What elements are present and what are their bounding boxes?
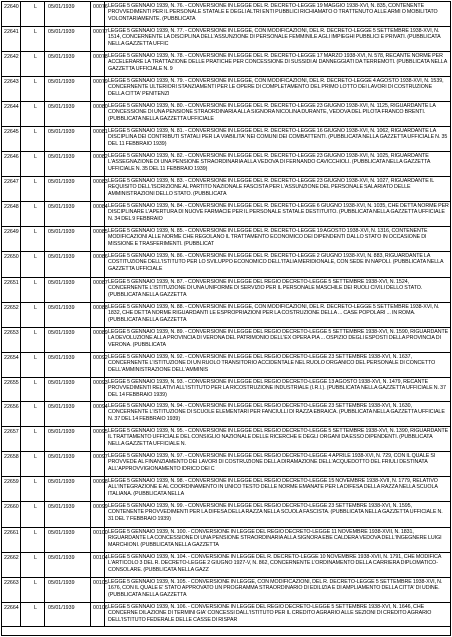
record-id: 22647 — [4, 179, 19, 185]
record-date: 05/01/1939 — [44, 102, 90, 126]
record-id: 22662 — [4, 555, 19, 561]
record-type: L — [20, 102, 44, 126]
record-type: L — [20, 52, 44, 76]
legislation-table — [1, 1, 451, 636]
record-description: LEGGE 5 GENNAIO 1939, N. 86. - CONVERSIONE IN LEGGE DEL R. DECRETO-LEGGE 2 GIUGNO 1938-XVI, N. 883, RIGUARDANTE LA COSTITUZIONE DELL'ISTITUTO PER LO SVILUPPO ECONOMICO DELL'ITALIA MERIDIONALE, CON SEDE IN NAPOLI. (PUBBLICATA NELLA GAZZETTA UFFICIALE — [104, 252, 450, 277]
record-id: 22648 — [4, 204, 19, 210]
record-type: L — [20, 328, 44, 352]
record-number: 00092 — [90, 353, 104, 377]
table-row — [2, 152, 450, 177]
record-number: 00087 — [90, 278, 104, 302]
record-id: 22645 — [4, 129, 19, 135]
record-number: 00082 — [90, 152, 104, 176]
record-type: L — [20, 502, 44, 527]
record-id: 22649 — [4, 229, 19, 235]
record-description: LEGGE 5 GENNAIO 1939, N. 104. - CONVERSIONE IN LEGGE DEL R. DECRETO-LEGGE 10 NOVEMBRE 1938-XVII, N. 1791, CHE MODIFICA L'ARTICOLO 3 DEL R. DECRETO-LEGGE 2 GIUGNO 1927-V, N. 862, CONCERNENTE L'ORDINAMENTO DELLA CARRIERA DIPLOMATICO-CONSOLARE. (PUBBLICATA NELLA GAZZ — [104, 553, 450, 577]
record-date: 05/01/1939 — [44, 202, 90, 226]
record-description: LEGGE 5 GENNAIO 1939, N. 89. - CONVERSIONE IN LEGGE DEL REGIO DECRETO-LEGGE 5 SETTEMBRE 1938-XVI, N. 1590, RIGUARDANTE LA DEVOLUZIONE ALLA PROVINCIA DI VERONA DEL PATRIMONIO DELL'EX OPERA PIA ... OSPIZIO DEGLI ESPOSTI DELLA PROVINCIA DI VERONA. (PUBBLICATA — [104, 328, 450, 352]
table-row — [2, 77, 450, 102]
record-id: 22644 — [4, 104, 19, 110]
record-number: 00084 — [90, 202, 104, 226]
record-description: LEGGE 5 GENNAIO 1939, N. 78. - CONVERSIONE IN LEGGE DEL R. DECRETO-LEGGE 17 MARZO 1938-XVI, N. 578, RECANTE NORME PER ACCELERARE LA TRATTAZIONE DELLE PRATICHE PER CONCESSIONE DI SUSSIDI AI DANNEGGIATI DA TERREMOTI. (PUBBLICATA NELLA GAZZETTA UFFICIALE N. 9 — [104, 52, 450, 76]
record-id: 22661 — [4, 530, 19, 536]
table-row — [2, 502, 450, 528]
record-type: L — [20, 27, 44, 51]
record-date: 05/01/1939 — [44, 252, 90, 277]
record-type: L — [20, 378, 44, 401]
record-number: 00078 — [90, 52, 104, 76]
table-row — [2, 477, 450, 502]
record-number: 00098 — [90, 477, 104, 501]
record-date: 05/01/1939 — [44, 502, 90, 527]
record-number: 00099 — [90, 502, 104, 527]
record-date: 05/01/1939 — [44, 27, 90, 51]
record-type: L — [20, 202, 44, 226]
record-date: 05/01/1939 — [44, 303, 90, 327]
record-description: LEGGE 5 GENNAIO 1939, N. 77. - CONVERSIONE IN LEGGE, CON MODIFICAZIONI, DEL R. DECRETO-LEGGE 5 SETTEMBRE 1938-XVI, N. 1514, CONCERNENTE LA DISCIPLINA DELL'ASSUNZIONE DI PERSONALE FEMMINILE AGLI IMPIEGHI PUBBLICI E PRIVATI. (PUBBLICATA NELLA GAZZETTA UFFIC — [104, 27, 450, 51]
record-number: 00093 — [90, 378, 104, 401]
record-type: L — [20, 553, 44, 577]
record-id: 22643 — [4, 79, 19, 85]
record-description: LEGGE 5 GENNAIO 1939, N. 83. - CONVERSIONE IN LEGGE DEL R. DECRETO-LEGGE 23 GIUGNO 1938-XVI, N. 1027, RIGUARDANTE IL REQUISITO DELL'ISCRIZIONE AL PARTITO NAZIONALE FASCISTA PER L'ASSUNZIONE DEL PERSONALE SALARIATO DELLE AMMINISTRAZIONI DELLO STATO. (PUBBLICATA — [104, 177, 450, 201]
record-number: 00094 — [90, 402, 104, 426]
record-id: 22642 — [4, 54, 19, 60]
record-type: L — [20, 2, 44, 26]
record-number: 00106 — [90, 603, 104, 626]
record-number: 00077 — [90, 27, 104, 51]
record-date: 05/01/1939 — [44, 127, 90, 151]
record-id: 22656 — [4, 404, 19, 410]
record-number: 00080 — [90, 102, 104, 126]
table-row — [2, 378, 450, 402]
table-row — [2, 303, 450, 328]
record-description: LEGGE 5 GENNAIO 1939, N. 81. - CONVERSIONE IN LEGGE DEL R. DECRETO-LEGGE 16 GIUGNO 1938-XVI, N. 1062, RIGUARDANTE LA DISCIPLINA DEI CONTRIBUTI STATALI PER LA VIABILITA' NEI COMUNI DEI COMBATTENTI. (PUBBLICATA NELLA GAZZETTA UFFICIALE N. 35 DEL 11 FEBBRAIO 1939) — [104, 127, 450, 151]
record-id: 22663 — [4, 580, 19, 586]
record-description: LEGGE 5 GENNAIO 1939, N. 95. - CONVERSIONE IN LEGGE DEL REGIO DECRETO-LEGGE 5 SETTEMBRE 1938-XVI, N. 1390, RIGUARDANTE IL TRATTAMENTO UFFICIALE DEL CONSIGLIO NAZIONALE DELLE RICERCHE E DEGLI ORGANI DA ESSO DIPENDENTI. (PUBBLICATA NELLA GAZZETTA UFFICIALE N. — [104, 427, 450, 451]
table-row — [2, 2, 450, 27]
record-type: L — [20, 528, 44, 552]
record-number: 00095 — [90, 427, 104, 451]
record-description: LEGGE 5 GENNAIO 1939, N. 93. - CONVERSIONE IN LEGGE DEL REGIO DECRETO-LEGGE 13 AGOSTO 1938-XVI, N. 1479, RECANTE PROVVEDIMENTI RELATIVI ALL'ISTITUTO PER LA RICOSTRUZIONE INDUSTRIALE (I.R.I.). (PUBBLICATA NELLA GAZZETTA UFFICIALE N. 37 DEL 14 FEBBRAIO 1939) — [104, 378, 450, 401]
record-id: 22659 — [4, 479, 19, 485]
record-id: 22655 — [4, 380, 19, 386]
record-type: L — [20, 603, 44, 626]
record-number: 00089 — [90, 328, 104, 352]
record-id: 22651 — [4, 280, 19, 286]
record-date: 05/01/1939 — [44, 578, 90, 602]
record-type: L — [20, 427, 44, 451]
record-number: 00105 — [90, 578, 104, 602]
record-date: 05/01/1939 — [44, 452, 90, 476]
record-date: 05/01/1939 — [44, 553, 90, 577]
table-row — [2, 252, 450, 278]
record-id: 22652 — [4, 305, 19, 311]
record-number: 00104 — [90, 553, 104, 577]
record-id: 22664 — [4, 605, 19, 611]
record-number: 00086 — [90, 252, 104, 277]
record-description: LEGGE 5 GENNAIO 1939, N. 85. - CONVERSIONE IN LEGGE DEL R. DECRETO-LEGGE 19 AGOSTO 1938-XVI, N. 1316, CONTENENTE MODIFICAZIONI ALLE NORME CHE REGOLANO IL TRATTAMENTO ECONOMICO DEI DIPENDENTI DALLO STATO IN OCCASIONE DI MISSIONE E TRASFERIMENTI. (PUBBLICAT — [104, 227, 450, 251]
record-description: LEGGE 5 GENNAIO 1939, N. 105. - CONVERSIONE IN LEGGE, CON MODIFICAZIONI, DEL R. DECRETO-LEGGE 5 SETTEMBRE 1938-XVI, N. 1676, CON IL QUALE E' STATO APPROVATO UN PROGRAMMA STRAORDINARIO DI EDILIZIA E DI AMPLIAMENTO DELLA CITTA' DI UDINE. (PUBBLICATA NELLA GAZZETTA — [104, 578, 450, 602]
record-date: 05/01/1939 — [44, 378, 90, 401]
record-id: 22653 — [4, 330, 19, 336]
record-number: 00085 — [90, 227, 104, 251]
table-row — [2, 202, 450, 227]
record-description: LEGGE 5 GENNAIO 1939, N. 82. - CONVERSIONE IN LEGGE DEL R. DECRETO-LEGGE 23 GIUGNO 1938-XVI, N. 1025, RIGUARDANTE L'ASSEGNAZIONE DI UNA PENSIONE STRAORDINARIA ALLA VEDOVA DI FERNANDO CAVICCHIOLI. (PUBBLICATA NELLA GAZZETTA UFFICIALE N. 35 DEL 11 FEBBRAIO 1939) — [104, 152, 450, 176]
table-row — [2, 528, 450, 553]
record-number: 00097 — [90, 452, 104, 476]
record-description: LEGGE 5 GENNAIO 1939, N. 76. - CONVERSIONE IN LEGGE DEL R. DECRETO-LEGGE 19 MAGGIO 1938-XVI, N. 835, CONTENENTE PROVVEDIMENTI PER IL PERSONALE STATALE E DEGLI ALTRI ENTI PUBBLICI RICHIAMATO O TRATTENUTO ALLE ARMI O MOBILITATO VOLONTARIAMENTE. (PUBBLICATA — [104, 2, 450, 26]
record-description: LEGGE 5 GENNAIO 1939, N. 88. - CONVERSIONE IN LEGGE, CON MODIFICAZIONI, DEL R. DECRETO-LEGGE 5 SETTEMBRE 1938-XVI, N. 1832, CHE DETTA NORME RIGUARDANTI LE ESPROPRIAZIONI PER LA COSTRUZIONE DELLA ... CASE POPOLARI ... IN ROMA. (PUBBLICATA NELLA GAZZETTA — [104, 303, 450, 327]
record-id: 22650 — [4, 254, 19, 260]
record-description: LEGGE 5 GENNAIO 1939, N. 87. - CONVERSIONE IN LEGGE DEL REGIO DECRETO-LEGGE 5 SETTEMBRE 1938-XVI, N. 1524, CONCERNENTE L'ISTITUZIONE DI UNA UNIFORME DI SERVIZIO PER IL PERSONALE MASCHILE DEI RUOLI CIVILI DELLO STATO. (PUBBLICATA NELLA GAZZETTA — [104, 278, 450, 302]
record-id: 22654 — [4, 355, 19, 361]
record-type: L — [20, 402, 44, 426]
record-id: 22657 — [4, 429, 19, 435]
record-number: 00079 — [90, 77, 104, 101]
table-row — [2, 402, 450, 427]
record-date: 05/01/1939 — [44, 427, 90, 451]
record-number: 00100 — [90, 528, 104, 552]
table-row — [2, 427, 450, 452]
record-date: 05/01/1939 — [44, 603, 90, 626]
record-date: 05/01/1939 — [44, 152, 90, 176]
record-date: 05/01/1939 — [44, 353, 90, 377]
table-row — [2, 553, 450, 578]
record-description: LEGGE 5 GENNAIO 1939, N. 80. - CONVERSIONE IN LEGGE DEL R. DECRETO-LEGGE 23 GIUGNO 1938-XVI, N. 1125, RIGUARDANTE LA CONCESSIONE DI UNA PENSIONE STRAORDINARIA ALLA SIGNORA NICOLINA DURANTE, VEDOVA DEL PILOTA FRANCO BRENTI. (PUBBLICATA NELLA GAZZETTA UFFICIALE — [104, 102, 450, 126]
table-row — [2, 603, 450, 627]
record-type: L — [20, 278, 44, 302]
record-type: L — [20, 578, 44, 602]
record-description: LEGGE 5 GENNAIO 1939, N. 98. - CONVERSIONE IN LEGGE DEL REGIO DECRETO-LEGGE 15 NOVEMBRE 1938-XVII, N. 1779, RELATIVO ALL'INTEGRAZIONE E AL COORDINAMENTO IN UNICO TESTO DELLE NORME EMANATE PER LA DIFESA DELLA RAZZA NELLA SCUOLA ITALIANA. (PUBBLICATA NELLA — [104, 477, 450, 501]
record-number: 00081 — [90, 127, 104, 151]
record-description: LEGGE 5 GENNAIO 1939, N. 100. - CONVERSIONE IN LEGGE DEL REGIO DECRETO-LEGGE 11 NOVEMBRE 1938-XVII, N. 1831, RIGUARDANTE LA CONCESSIONE DI UNA PENSIONE STRAORDINARIA ALLA SIGNORA EBE CALDERA VEDOVA DELL'INGEGNERE LUIGI MARCHIONI. (PUBBLICATA NELLA GAZZETTA — [104, 528, 450, 552]
record-description: LEGGE 5 GENNAIO 1939, N. 92. - CONVERSIONE IN LEGGE DEL REGIO DECRETO-LEGGE 23 SETTEMBRE 1938-XVI, N. 1637, CONCERNENTE L'ISTITUZIONE DI UN RUOLO TRANSITORIO ACCIDENTALE NEL RUOLO ORGANICO DEL PERSONALE DI CONCETTO DELL'AMMINISTRAZIONE DELL'AMMINIS — [104, 353, 450, 377]
record-id: 22660 — [4, 504, 19, 510]
record-type: L — [20, 353, 44, 377]
record-number: 00083 — [90, 177, 104, 201]
record-id: 22641 — [4, 29, 19, 35]
record-id: 22640 — [4, 4, 19, 10]
record-type: L — [20, 127, 44, 151]
record-description: LEGGE 5 GENNAIO 1939, N. 106. - CONVERSIONE IN LEGGE DEL REGIO DECRETO-LEGGE 5 SETTEMBRE 1938-XVI, N. 1646, CHE CONCERNE DILAZIONE DI TERMINI GIA' CONCESSI DALL'ISTITUTO PER IL CREDITO AGRARIO ALLE SEZIONI DI CREDITO AGRARIO DELL'ISTITUTO FEDERALE DELLE CASSE DI RISPAR — [104, 603, 450, 626]
record-date: 05/01/1939 — [44, 177, 90, 201]
table-row — [2, 227, 450, 252]
table-row — [2, 278, 450, 303]
record-date: 05/01/1939 — [44, 328, 90, 352]
record-number: 00076 — [90, 2, 104, 26]
record-id: 22646 — [4, 154, 19, 160]
record-date: 05/01/1939 — [44, 402, 90, 426]
table-row — [2, 127, 450, 152]
record-date: 05/01/1939 — [44, 477, 90, 501]
record-description: LEGGE 5 GENNAIO 1939, N. 79. - CONVERSIONE IN LEGGE, CON MODIFICAZIONI, DEL R. DECRETO-LEGGE 4 AGOSTO 1938-XVI, N. 1539, CONCERNENTE ULTERIORI STANZIAMENTI PER LE OPERE DI COMPLETAMENTO DEL PRIMO LOTTO DEI LAVORI DI COSTRUZIONE DELLA CITTA' PENITENZI — [104, 77, 450, 101]
record-type: L — [20, 177, 44, 201]
record-date: 05/01/1939 — [44, 52, 90, 76]
record-description: LEGGE 5 GENNAIO 1939, N. 94. - CONVERSIONE IN LEGGE DEL REGIO DECRETO-LEGGE 23 SETTEMBRE 1938-XVI, N. 1630, CONCERNENTE L'ISTITUZIONE DI SCUOLE ELEMENTARI PER FANCIULLI DI RAZZA EBRAICA. (PUBBLICATA NELLA GAZZETTA UFFICIALE N. 37 DEL 14 FEBBRAIO 1939) — [104, 402, 450, 426]
record-date: 05/01/1939 — [44, 278, 90, 302]
record-type: L — [20, 477, 44, 501]
record-description: LEGGE 5 GENNAIO 1939, N. 97. - CONVERSIONE IN LEGGE DEL REGIO DECRETO-LEGGE 4 APRILE 1938-XVI, N. 729, CON IL QUALE SI PROVVEDE AL FINANZIAMENTO DEI LAVORI DI COSTRUZIONE DELLA DIRAMAZIONE DELL'ACQUEDOTTO DEL FRIULI DESTINATA ALL'APPROVVIGIONAMENTO IDRICO DEI C — [104, 452, 450, 476]
table-row — [2, 102, 450, 127]
record-date: 05/01/1939 — [44, 227, 90, 251]
record-type: L — [20, 152, 44, 176]
table-row — [2, 452, 450, 477]
record-description: LEGGE 5 GENNAIO 1939, N. 84. - CONVERSIONE IN LEGGE DEL R. DECRETO-LEGGE 6 GIUGNO 1938-XVI, N. 1035, CHE DETTA NORME PER DISCIPLINARE L'APERTURA DI NUOVE FARMACIE PER IL PERSONALE STATALE DESTITUITO. (PUBBLICATA NELLA GAZZETTA UFFICIALE N. 34 DEL 9 FEBBRAIO — [104, 202, 450, 226]
record-date: 05/01/1939 — [44, 77, 90, 101]
record-type: L — [20, 227, 44, 251]
table-row — [2, 177, 450, 202]
table-row — [2, 52, 450, 77]
record-date: 05/01/1939 — [44, 528, 90, 552]
record-type: L — [20, 77, 44, 101]
table-row — [2, 328, 450, 353]
record-date: 05/01/1939 — [44, 2, 90, 26]
record-description: LEGGE 5 GENNAIO 1939, N. 99. - CONVERSIONE IN LEGGE DEL REGIO DECRETO-LEGGE 23 SETTEMBRE 1938-XVI, N. 1595, CONTENENTE PROVVEDIMENTI PER LA DIFESA DELLA RAZZA NELLA SCUOLA FASCISTA. (PUBBLICATA NELLA GAZZETTA UFFICIALE N. 31 DEL 7 FEBBRAIO 1939) — [104, 502, 450, 527]
table-row — [2, 353, 450, 378]
table-row — [2, 578, 450, 603]
record-number: 00088 — [90, 303, 104, 327]
table-row — [2, 27, 450, 52]
record-id: 22658 — [4, 454, 19, 460]
record-type: L — [20, 452, 44, 476]
record-type: L — [20, 252, 44, 277]
record-type: L — [20, 303, 44, 327]
